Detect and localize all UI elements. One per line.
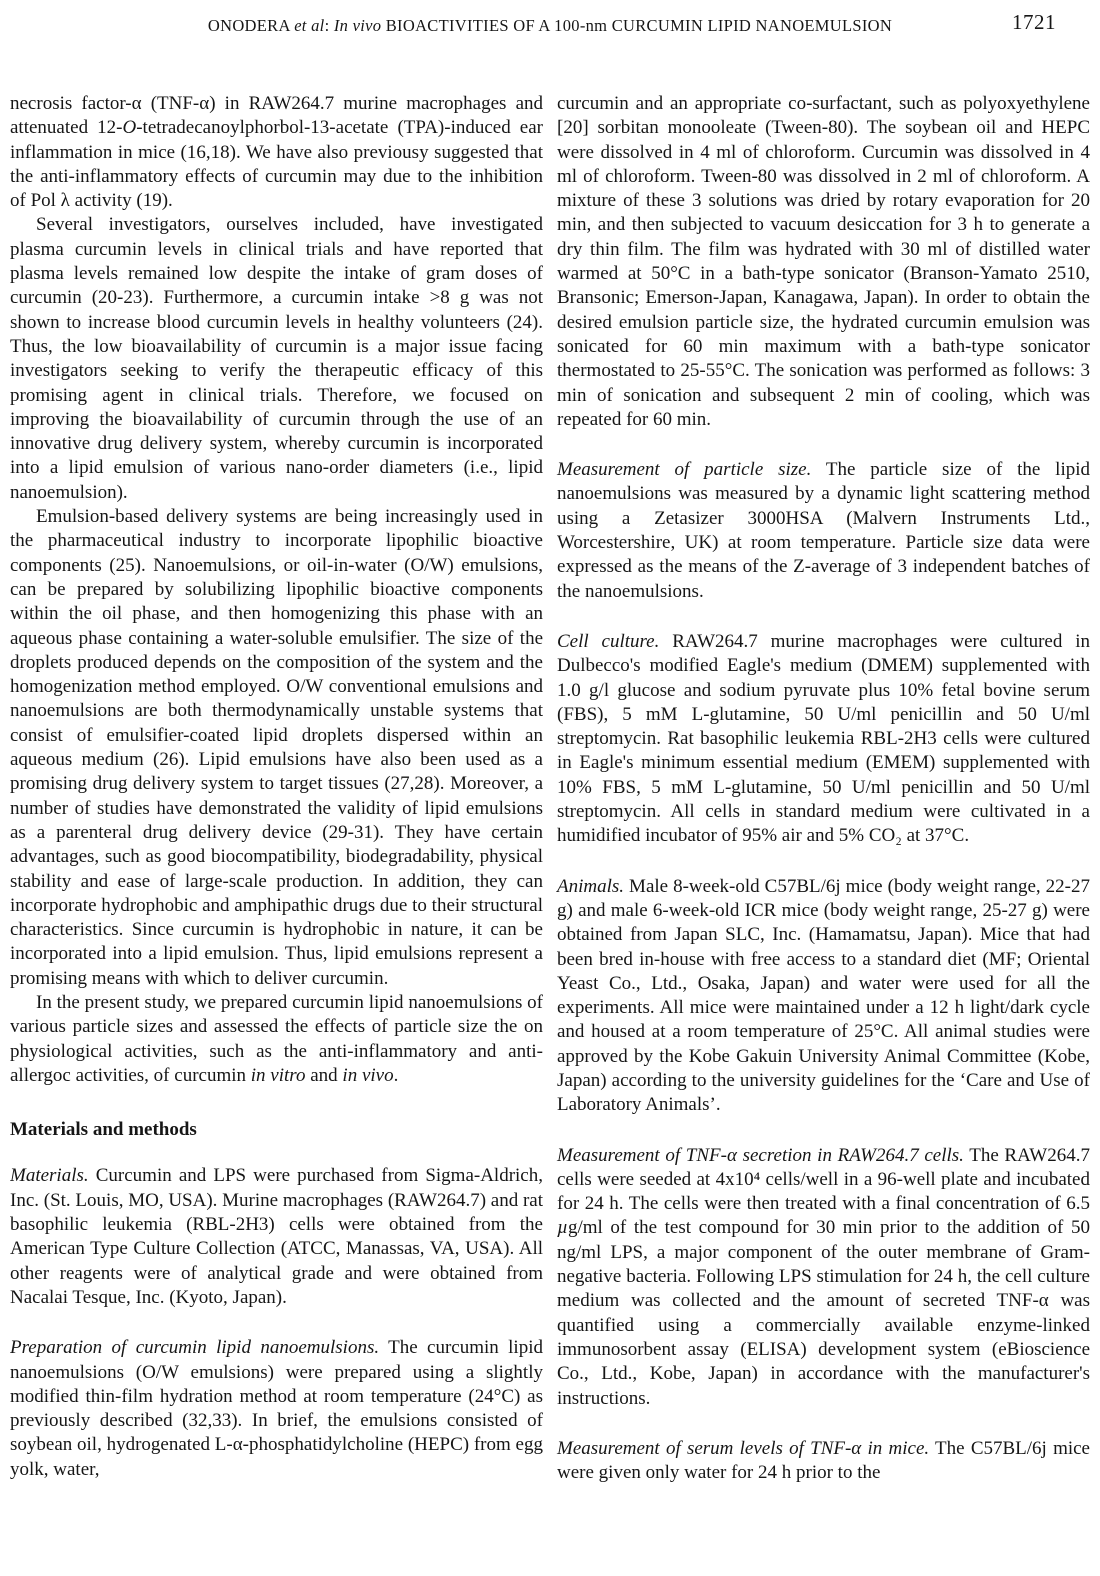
text-run: BIOACTIVITIES OF A 100-nm CURCUMIN LIPID NANOEMULSION bbox=[381, 16, 893, 35]
text-run: The particle size of the lipid nanoemulsions was measured by a dynamic light scattering method using a Zetasizer 3000HSA (Malvern Instruments Ltd., Worcestershire, UK) at room temperature. Particle size data were expressed as the means of the Z-average of 3 independent batches of the nanoemulsions. bbox=[557, 459, 1090, 602]
text-run: g/ml of the test compound for 30 min prior to the addition of 50 ng/ml LPS, a major component of the outer membrane of Gram-negative bacteria. Following LPS stimulation for 24 h, the cell culture medium was collected and the amount of secreted TNF-α was quantified using a commercially available enzyme-linked immunosorbent assay (ELISA) development system (eBioscience Co., Ltd., Kobe, Japan) in accordance with the manufacturer's instructions. bbox=[557, 1217, 1090, 1409]
italic-text-run: Animals. bbox=[557, 875, 625, 897]
italic-text-run: Preparation of curcumin lipid nanoemulsions. bbox=[10, 1337, 380, 1359]
text-run: -tetradecanoylphorbol-13-acetate (TPA)-induced ear inflammation in mice (16,18). We have also previousy suggested that the anti-inflammatory effects of curcumin may due to the inhibition of Pol λ activity (19). bbox=[10, 117, 543, 212]
text-run: The C57BL/6j mice were given only water for 24 h prior to the bbox=[557, 1437, 1090, 1484]
italic-text-run: Measurement of TNF-α secretion in RAW264.7 cells. bbox=[557, 1144, 964, 1166]
italic-text-run: in vivo bbox=[342, 1064, 394, 1086]
text-run: In the present study, we prepared curcumin lipid nanoemulsions of various particle sizes and assessed the effects of particle size the on physiological activities, such as the anti-inflammatory and anti-allergoc activities, of curcumin bbox=[10, 991, 543, 1086]
italic-text-run: et al bbox=[294, 16, 325, 35]
column-right bbox=[557, 92, 1090, 1576]
column-left bbox=[10, 92, 543, 1576]
text-run: necrosis factor-α (TNF-α) in RAW264.7 murine macrophages and attenuated 12- bbox=[10, 93, 543, 139]
section-heading bbox=[10, 1118, 543, 1142]
article-columns bbox=[10, 92, 1090, 1576]
text-run: Curcumin and LPS were purchased from Sigma-Aldrich, Inc. (St. Louis, MO, USA). Murine macrophages (RAW264.7) and rat basophilic leukemia (RBL-2H3) cells were obtained from the American Type Culture Collection (ATCC, Manassas, VA, USA). All other reagents were of analytical grade and were obtained from Nacalai Tesque, Inc. (Kyoto, Japan). bbox=[10, 1165, 544, 1308]
paragraph bbox=[10, 213, 543, 505]
paragraph bbox=[557, 1437, 1090, 1486]
paragraph bbox=[557, 458, 1090, 604]
text-run: . bbox=[393, 1064, 399, 1086]
italic-text-run: Cell culture. bbox=[557, 630, 660, 652]
text-run: Materials and methods bbox=[10, 1119, 197, 1141]
text-run: The curcumin lipid nanoemulsions (O/W emulsions) were prepared using a slightly modified thin-film hydration method at room temperature (24°C) as previously described (32,33). In brief, the emulsions consisted of soybean oil, hydrogenated L-α-phosphatidylcholine (HEPC) from egg yolk, water, bbox=[10, 1337, 543, 1480]
text-run: ONODERA bbox=[207, 16, 295, 35]
paragraph bbox=[10, 1336, 543, 1482]
paragraph bbox=[10, 505, 543, 991]
paragraph bbox=[10, 92, 543, 213]
italic-text-run: Measurement of particle size. bbox=[557, 459, 812, 481]
text-run: The RAW264.7 cells were seeded at 4x10⁴ cells/well in a 96-well plate and incubated for 24 h. The cells were then treated with a final concentration of 6.5 bbox=[557, 1144, 1090, 1215]
text-run: and bbox=[305, 1064, 343, 1086]
page-number: 1721 bbox=[1012, 10, 1056, 34]
paragraph bbox=[10, 991, 543, 1088]
running-title bbox=[10, 16, 1090, 36]
italic-text-run: Materials. bbox=[10, 1165, 89, 1187]
text-run: Several investigators, ourselves included, have investigated plasma curcumin levels in clinical trials and have reported that plasma levels remained low despite the intake of gram doses of curcumin (20-23). Furthermore, a curcumin intake >8 g was not shown to increase blood curcumin levels in healthy volunteers (24). Thus, the low bioavailability of curcumin is a major issue facing investigators seeking to verify the therapeutic efficacy of this promising agent in clinical trials. Therefore, we focused on improving the bioavailability of curcumin through the use of an innovative drug delivery system, whereby curcumin is incorporated into a lipid emulsion of various nano-order diameters (i.e., lipid nanoemulsion). bbox=[10, 214, 543, 503]
paragraph bbox=[557, 1144, 1090, 1411]
paragraph bbox=[557, 92, 1090, 432]
text-run: Male 8-week-old C57BL/6j mice (body weight range, 22-27 g) and male 6-week-old ICR mice (body weight range, 25-27 g) were obtained from Japan SLC, Inc. (Hamamatsu, Japan). Mice that had been bred in-house with free access to a standard diet (MF; Oriental Yeast Co., Ltd., Osaka, Japan) and water were used for all the experiments. All mice were maintained under a 12 h light/dark cycle and housed at a room temperature of 25°C. All animal studies were approved by the Kobe Gakuin University Animal Committee (Kobe, Japan) according to the university guidelines for the ‘Care and Use of Laboratory Animals’. bbox=[557, 875, 1090, 1116]
text-run: RAW264.7 murine macrophages were cultured in Dulbecco's modified Eagle's medium (DMEM) supplemented with 1.0 g/l glucose and sodium pyruvate plus 10% fetal bovine serum (FBS), 5 mM L-glutamine, 50 U/ml penicillin and 50 U/ml streptomycin. Rat basophilic leukemia RBL-2H3 cells were cultured in Eagle's minimum essential medium (EMEM) supplemented with 10% FBS, 5 mM L-glutamine, 50 U/ml penicillin and 50 U/ml streptomycin. All cells in standard medium were cultivated in a humidified incubator of 95% air and 5% CO₂ at 37°C. bbox=[557, 630, 1090, 847]
italic-text-run: Measurement of serum levels of TNF-α in mice. bbox=[557, 1437, 930, 1459]
page-header bbox=[10, 0, 1090, 60]
paragraph bbox=[557, 630, 1090, 849]
text-run: : bbox=[324, 16, 334, 35]
italic-text-run: O bbox=[122, 117, 137, 139]
paragraph bbox=[10, 1164, 543, 1310]
italic-text-run: µ bbox=[557, 1217, 568, 1239]
italic-text-run: in vitro bbox=[250, 1064, 306, 1086]
italic-text-run: In vivo bbox=[333, 16, 382, 35]
paragraph bbox=[557, 875, 1090, 1118]
text-run: curcumin and an appropriate co-surfactant, such as polyoxyethylene [20] sorbitan monooleate (Tween-80). The soybean oil and HEPC were dissolved in 4 ml of chloroform. Curcumin was dissolved in 4 ml of chloroform. Tween-80 was dissolved in 2 ml of chloroform. A mixture of these 3 solutions was dried by rotary evaporation for 20 min, and then subjected to vacuum desiccation for 3 h to generate a dry thin film. The film was hydrated with 30 ml of distilled water warmed at 50°C in a bath-type sonicator (Branson-Yamato 2510, Bransonic; Emerson-Japan, Kanagawa, Japan). In order to obtain the desired emulsion particle size, the hydrated curcumin emulsion was sonicated for 60 min maximum with a bath-type sonicator thermostated to 25-55°C. The sonication was performed as follows: 3 min of sonication and subsequent 2 min of cooling, which was repeated for 60 min. bbox=[557, 93, 1090, 430]
text-run: Emulsion-based delivery systems are being increasingly used in the pharmaceutical industry to incorporate lipophilic bioactive components (25). Nanoemulsions, or oil-in-water (O/W) emulsions, can be prepared by solubilizing lipophilic bioactive components within the oil phase, and then homogenizing this phase with an aqueous phase containing a water-soluble emulsifier. The size of the droplets produced depends on the composition of the system and the homogenization method employed. O/W conventional emulsions and nanoemulsions are both thermodynamically unstable systems that consist of emulsifier-coated lipid droplets dispersed within an aqueous medium (26). Lipid emulsions have also been used as a promising drug delivery system to target tissues (27,28). Moreover, a number of studies have demonstrated the validity of lipid emulsions as a parenteral drug delivery device (29-31). They have certain advantages, such as good biocompatibility, biodegradability, physical stability and ease of large-scale production. In addition, they can incorporate hydrophobic and amphipathic drugs due to their structural characteristics. Since curcumin is hydrophobic in nature, it can be incorporated into a lipid emulsion. Thus, lipid emulsions represent a promising means with which to deliver curcumin. bbox=[10, 506, 543, 989]
